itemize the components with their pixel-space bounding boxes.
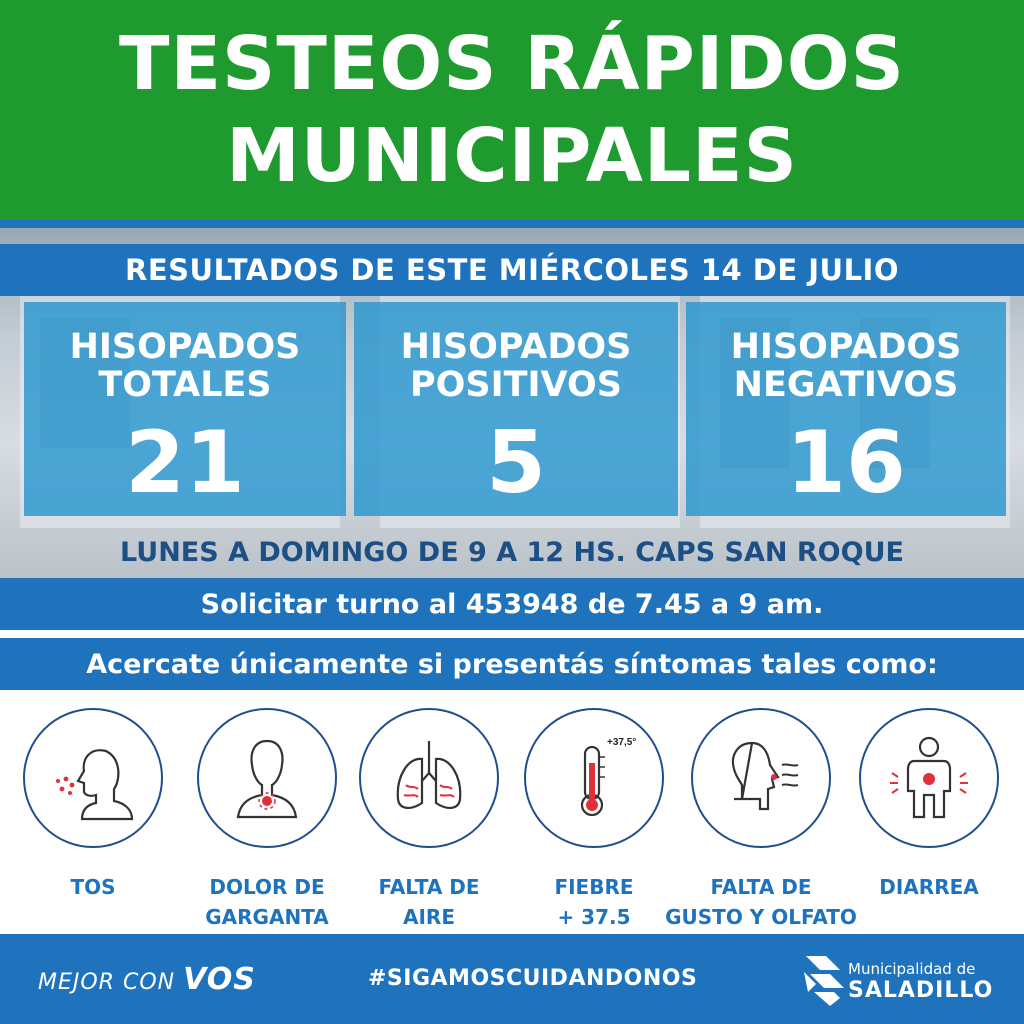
symptom-label: FIEBRE + 37.5 [554,875,634,929]
symptom-fever [519,708,669,932]
fever-temp-text: +37,5° [607,737,637,748]
stat-total-value: 21 [125,413,245,513]
sore-throat-icon [197,708,337,848]
symptom-shortness-of-breath [354,708,504,932]
footer [0,934,1024,1024]
symptom-label: TOS [70,875,116,899]
results-title-bar [0,244,1024,296]
stat-negative-label: HISOPADOS NEGATIVOS [730,327,962,405]
smell-icon [691,708,831,848]
appointment-text: Solicitar turno al 453948 de 7.45 a 9 am. [200,588,824,620]
stat-total-label: HISOPADOS TOTALES [69,327,301,405]
header-banner [0,0,1024,220]
thermometer-icon [524,708,664,848]
stat-negative [686,302,1006,516]
symptom-diarrhea [854,708,1004,902]
stat-positive-label: HISOPADOS POSITIVOS [400,327,632,405]
white-gap [0,630,1024,638]
symptom-loss-of-taste-smell [665,708,857,932]
symptom-label: FALTA DE AIRE [378,875,480,929]
hashtag: #SIGAMOSCUIDANDONOS [368,966,698,991]
cough-icon [23,708,163,848]
mejor-con-vos-logo: MEJOR CON VOS [38,962,256,997]
symptom-cough [18,708,168,902]
schedule-line [0,526,1024,578]
stat-positive [354,302,678,516]
symptoms-intro-text: Acercate únicamente si presentás síntomas tales como: [86,648,938,680]
title-line-2: MUNICIPALES [226,113,798,199]
stat-total [24,302,346,516]
schedule-text: LUNES A DOMINGO DE 9 A 12 HS. CAPS SAN ROQUE [120,536,904,568]
saladillo-text: SALADILLO [848,978,994,1003]
symptom-label: FALTA DE GUSTO Y OLFATO [665,875,857,929]
saladillo-logo-icon [800,952,850,1008]
stat-positive-value: 5 [486,413,546,513]
stat-negative-value: 16 [786,413,906,513]
symptom-label: DIARREA [879,875,979,899]
appointment-bar [0,578,1024,630]
title-line-1: TESTEOS RÁPIDOS [119,21,905,107]
stomach-ache-icon [859,708,999,848]
municipalidad-text: Municipalidad de [848,960,976,978]
symptoms-intro-bar [0,638,1024,690]
header-divider [0,220,1024,228]
symptom-sore-throat [192,708,342,932]
symptom-label: DOLOR DE GARGANTA [205,875,329,929]
lungs-icon [359,708,499,848]
results-title: RESULTADOS DE ESTE MIÉRCOLES 14 DE JULIO [125,253,899,287]
